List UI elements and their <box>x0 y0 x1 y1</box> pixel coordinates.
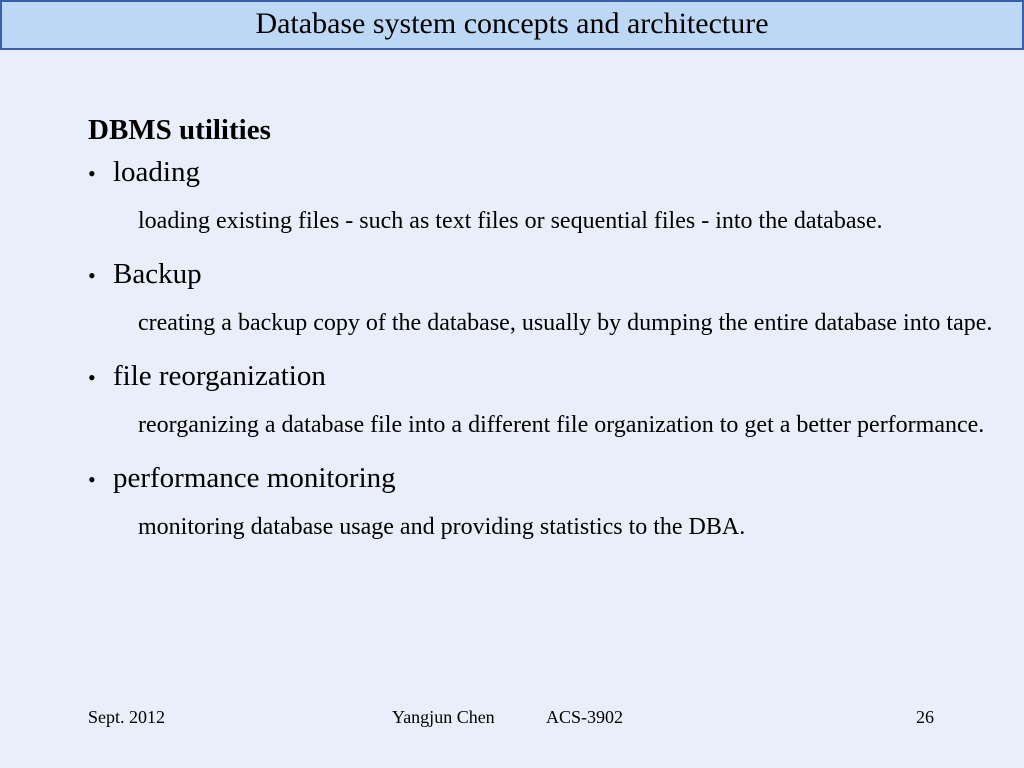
utility-item-loading <box>88 154 998 238</box>
bullet-icon: • <box>88 365 96 390</box>
footer-author: Yangjun Chen <box>392 707 495 727</box>
utility-description: creating a backup copy of the database, usually by dumping the entire database into tape. <box>138 310 993 336</box>
utility-heading <box>88 460 998 498</box>
utility-description: monitoring database usage and providing statistics to the DBA. <box>138 514 746 540</box>
bullet-icon: • <box>88 467 96 492</box>
section-title: DBMS utilities <box>88 114 271 146</box>
utility-description: reorganizing a database file into a different file organization to get a better performance. <box>138 412 985 438</box>
utility-heading <box>88 358 998 396</box>
utility-heading <box>88 256 998 294</box>
utility-title: performance monitoring <box>113 462 396 494</box>
footer-date: Sept. 2012 <box>88 707 166 727</box>
slide-title: Database system concepts and architecture <box>255 7 769 40</box>
utility-title: Backup <box>113 258 202 290</box>
utility-heading <box>88 154 998 192</box>
slide-content <box>88 112 998 562</box>
bullet-icon: • <box>88 161 96 186</box>
utility-title: loading <box>113 156 200 188</box>
utility-item-backup <box>88 256 998 340</box>
utility-item-file-reorganization <box>88 358 998 442</box>
utility-title: file reorganization <box>113 360 326 392</box>
slide-title-bar <box>0 0 1024 50</box>
footer-course: ACS-3902 <box>546 707 624 727</box>
bullet-icon: • <box>88 263 96 288</box>
utility-description: loading existing files - such as text files or sequential files - into the database. <box>138 208 883 234</box>
footer-page-number: 26 <box>916 707 934 727</box>
utility-item-performance-monitoring <box>88 460 998 544</box>
